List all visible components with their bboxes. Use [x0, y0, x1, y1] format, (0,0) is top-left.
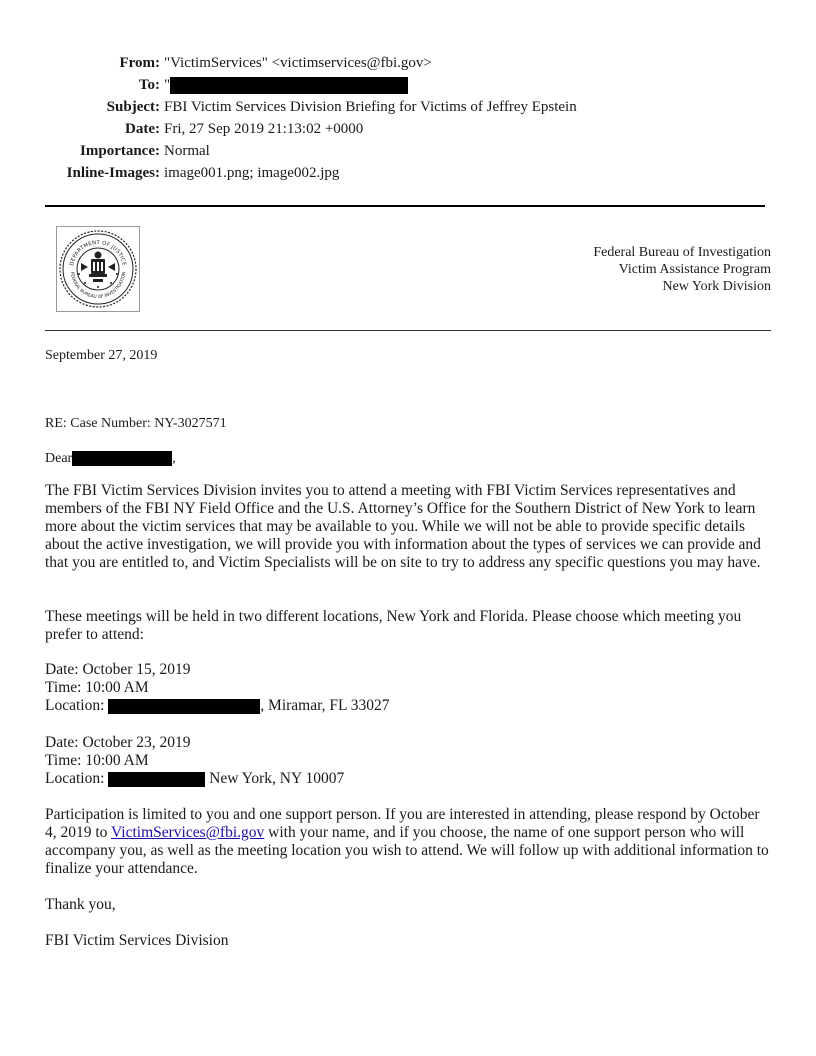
header-subject-label: Subject: — [106, 99, 160, 115]
meeting-1-location-suffix: , Miramar, FL 33027 — [260, 697, 390, 714]
header-importance-value: Normal — [164, 143, 210, 159]
meeting-new-york — [45, 734, 771, 788]
fbi-seal-icon — [57, 227, 139, 311]
meeting-2-time: Time: 10:00 AM — [45, 752, 149, 769]
header-from-label: From: — [119, 55, 160, 71]
meeting-1-location-label: Location: — [45, 697, 105, 714]
letterhead-line-3: New York Division — [662, 279, 771, 294]
paragraph-text: These meetings will be held in two different locations, New York and Florida. Please choose which meeting you prefer to attend: — [45, 608, 742, 643]
salutation-suffix: , — [172, 451, 176, 466]
body-paragraph-3 — [45, 806, 771, 878]
body-paragraph-1 — [45, 482, 771, 572]
meeting-2-date: Date: October 23, 2019 — [45, 734, 191, 751]
paragraph-text: The FBI Victim Services Division invites you to attend a meeting with FBI Victim Services representatives and members of the FBI NY Field Office and the U.S. Attorney’s Office for the Southern District of New York to learn more about the victim services that may be available to you. While we will not be able to provide specific details about the active investigation, we will provide you with information about the types of services we can provide and that you are entitled to, and Victim Specialists will be on site to try to address any specific questions you may have. — [45, 482, 761, 571]
paragraph-text — [45, 806, 771, 878]
redaction-block — [108, 772, 205, 787]
salutation — [45, 450, 176, 468]
letterhead-line-2: Victim Assistance Program — [618, 262, 771, 277]
case-reference: RE: Case Number: NY-3027571 — [45, 416, 227, 431]
meeting-1-time: Time: 10:00 AM — [45, 679, 149, 696]
meeting-1-location — [45, 697, 771, 715]
redaction-block — [108, 699, 260, 714]
redaction-block — [72, 451, 172, 466]
paragraph-3-text-before: Participation is limited to you and one support person. If you are interested in attending, please respond by October 4, 2019 to — [45, 806, 760, 841]
meeting-2-location-label: Location: — [45, 770, 105, 787]
meeting-1-date: Date: October 15, 2019 — [45, 661, 191, 678]
header-from-value: "VictimServices" <victimservices@fbi.gov> — [164, 55, 432, 71]
header-date-label: Date: — [125, 121, 160, 137]
svg-text:DEPARTMENT OF JUSTICE: DEPARTMENT OF JUSTICE — [69, 239, 127, 267]
header-importance-label: Importance: — [80, 143, 160, 159]
header-to-prefix: " — [164, 77, 171, 93]
signature: FBI Victim Services Division — [45, 932, 229, 949]
header-divider — [45, 205, 765, 207]
header-to-label: To: — [138, 77, 160, 93]
redaction-block — [170, 77, 408, 94]
body-paragraph-2 — [45, 608, 771, 644]
header-to-value — [164, 74, 408, 96]
closing: Thank you, — [45, 896, 116, 913]
letterhead-agency — [593, 244, 771, 295]
meeting-2-location — [45, 770, 771, 788]
letterhead-divider — [45, 330, 771, 331]
header-inline-images-label: Inline-Images: — [66, 165, 160, 181]
header-subject-value: FBI Victim Services Division Briefing for Victims of Jeffrey Epstein — [164, 99, 577, 115]
meeting-2-location-suffix: New York, NY 10007 — [205, 770, 345, 787]
salutation-prefix: Dear — [45, 451, 73, 466]
letterhead-line-1: Federal Bureau of Investigation — [593, 245, 771, 260]
svg-text:FEDERAL BUREAU OF INVESTIGATIO: FEDERAL BUREAU OF INVESTIGATION — [68, 271, 128, 301]
header-inline-images-value: image001.png; image002.jpg — [164, 165, 340, 181]
paragraph-3-text-after: with your name, and if you choose, the name of one support person who will accompany you, as well as the meeting location you wish to attend. We will follow up with additional information to finalize your attendance. — [45, 824, 769, 877]
meeting-florida — [45, 661, 771, 715]
letter-date: September 27, 2019 — [45, 348, 158, 363]
victim-services-email-link[interactable]: VictimServices@fbi.gov — [111, 824, 265, 841]
fbi-seal-image — [56, 226, 140, 312]
header-date-value: Fri, 27 Sep 2019 21:13:02 +0000 — [164, 121, 364, 137]
